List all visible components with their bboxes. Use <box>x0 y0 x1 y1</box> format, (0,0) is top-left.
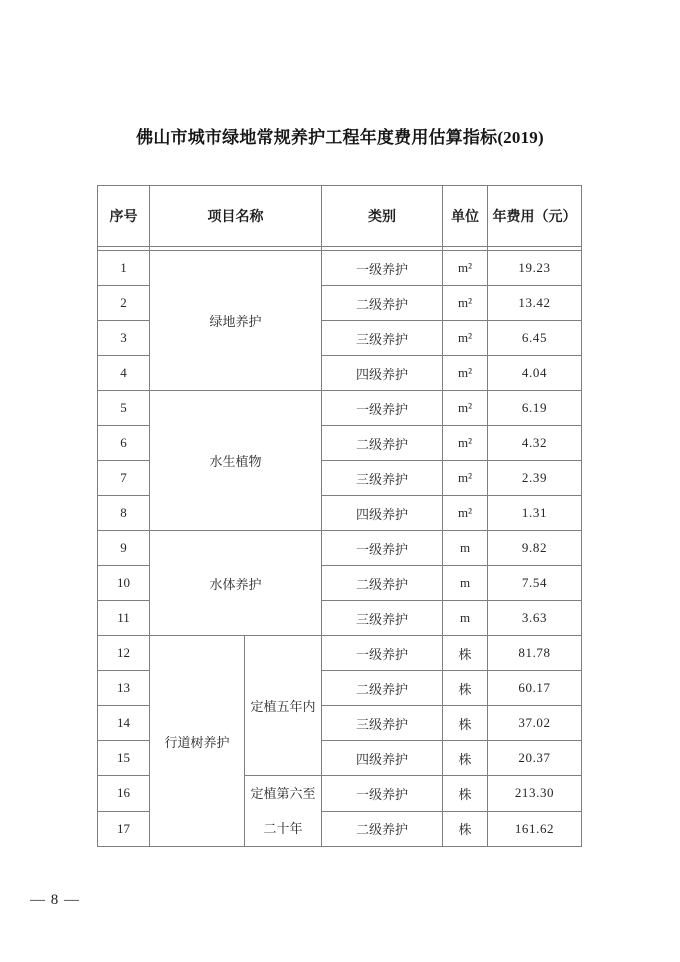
cell-cost: 2.39 <box>488 461 582 496</box>
cell-cost: 161.62 <box>488 811 582 847</box>
cell-category: 三级养护 <box>322 461 443 496</box>
page-number: — 8 — <box>30 892 80 908</box>
cell-unit: 株 <box>443 671 488 706</box>
cell-cost: 4.04 <box>488 356 582 391</box>
cell-category: 一级养护 <box>322 531 443 566</box>
header-unit: 单位 <box>443 186 488 247</box>
cell-unit: m² <box>443 286 488 321</box>
cell-cost: 60.17 <box>488 671 582 706</box>
cell-cost: 6.45 <box>488 321 582 356</box>
table-row <box>98 636 582 671</box>
cell-num: 10 <box>98 566 150 601</box>
cell-category: 二级养护 <box>322 426 443 461</box>
cell-cost: 13.42 <box>488 286 582 321</box>
cell-cost: 81.78 <box>488 636 582 671</box>
cell-unit: 株 <box>443 706 488 741</box>
cell-unit: 株 <box>443 636 488 671</box>
cell-unit: 株 <box>443 776 488 812</box>
cell-num: 8 <box>98 496 150 531</box>
cell-unit: 株 <box>443 811 488 847</box>
cell-num: 3 <box>98 321 150 356</box>
cell-project-green-space: 绿地养护 <box>150 251 322 391</box>
cell-num: 2 <box>98 286 150 321</box>
cell-category: 一级养护 <box>322 636 443 671</box>
cell-num: 7 <box>98 461 150 496</box>
cell-num: 1 <box>98 251 150 286</box>
cell-cost: 20.37 <box>488 741 582 776</box>
page-title: 佛山市城市绿地常规养护工程年度费用估算指标(2019) <box>136 128 544 147</box>
cell-cost: 3.63 <box>488 601 582 636</box>
cell-category: 二级养护 <box>322 811 443 847</box>
cell-cost: 19.23 <box>488 251 582 286</box>
cell-cost: 7.54 <box>488 566 582 601</box>
table-row <box>98 531 582 566</box>
cell-unit: m² <box>443 496 488 531</box>
cell-category: 四级养护 <box>322 356 443 391</box>
cell-num: 13 <box>98 671 150 706</box>
cell-unit: 株 <box>443 741 488 776</box>
cell-cost: 4.32 <box>488 426 582 461</box>
cell-category: 三级养护 <box>322 706 443 741</box>
cell-num: 6 <box>98 426 150 461</box>
cell-category: 四级养护 <box>322 496 443 531</box>
cell-category: 四级养护 <box>322 741 443 776</box>
cell-num: 16 <box>98 776 150 812</box>
cell-subgroup-years-6-to-20: 定植第六至二十年 <box>245 776 322 847</box>
cell-category: 二级养护 <box>322 671 443 706</box>
cell-unit: m² <box>443 356 488 391</box>
cell-unit: m² <box>443 251 488 286</box>
cell-category: 二级养护 <box>322 566 443 601</box>
cell-subgroup-within-5-years: 定植五年内 <box>245 636 322 776</box>
table-row <box>98 251 582 286</box>
cell-unit: m <box>443 531 488 566</box>
cell-cost: 9.82 <box>488 531 582 566</box>
cell-category: 三级养护 <box>322 601 443 636</box>
header-row <box>98 186 582 247</box>
cell-category: 一级养护 <box>322 776 443 812</box>
cell-cost: 37.02 <box>488 706 582 741</box>
cost-table <box>97 185 582 847</box>
header-category: 类别 <box>322 186 443 247</box>
cell-category: 一级养护 <box>322 251 443 286</box>
header-cost: 年费用（元） <box>488 186 582 247</box>
cell-project-water-body: 水体养护 <box>150 531 322 636</box>
cell-project-street-trees: 行道树养护 <box>150 636 245 847</box>
cell-unit: m <box>443 566 488 601</box>
cell-unit: m² <box>443 461 488 496</box>
cell-category: 一级养护 <box>322 391 443 426</box>
cell-num: 14 <box>98 706 150 741</box>
cell-unit: m² <box>443 426 488 461</box>
cell-unit: m² <box>443 321 488 356</box>
cell-category: 二级养护 <box>322 286 443 321</box>
cell-cost: 213.30 <box>488 776 582 812</box>
cell-num: 5 <box>98 391 150 426</box>
cell-num: 9 <box>98 531 150 566</box>
cell-cost: 6.19 <box>488 391 582 426</box>
cell-num: 4 <box>98 356 150 391</box>
header-project: 项目名称 <box>150 186 322 247</box>
cell-num: 11 <box>98 601 150 636</box>
cell-unit: m² <box>443 391 488 426</box>
cell-num: 12 <box>98 636 150 671</box>
cell-num: 17 <box>98 811 150 847</box>
cell-category: 三级养护 <box>322 321 443 356</box>
table-row <box>98 391 582 426</box>
cell-unit: m <box>443 601 488 636</box>
cell-project-aquatic-plants: 水生植物 <box>150 391 322 531</box>
header-num: 序号 <box>98 186 150 247</box>
cell-cost: 1.31 <box>488 496 582 531</box>
cell-num: 15 <box>98 741 150 776</box>
